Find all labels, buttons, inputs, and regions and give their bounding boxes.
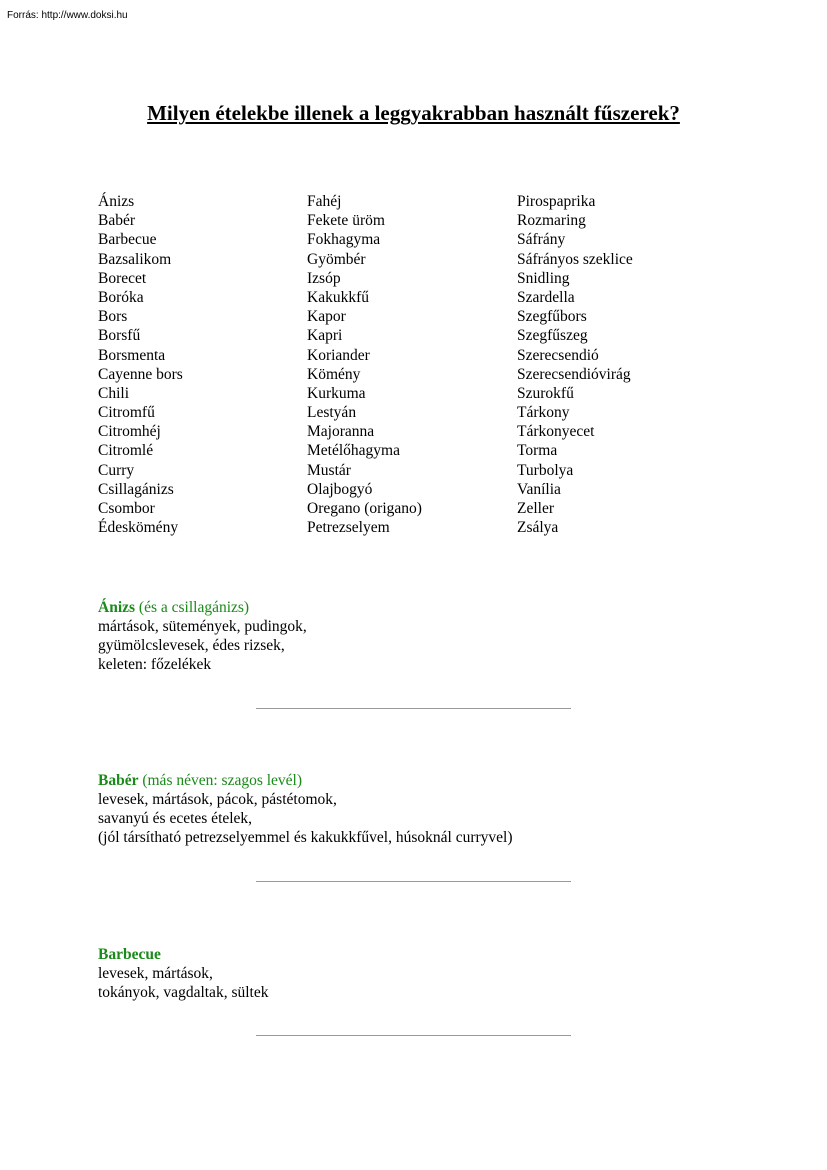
spice-list-item: Kapor <box>307 308 346 326</box>
spice-list-item: Citromfű <box>98 404 155 422</box>
entry-line: keleten: főzelékek <box>98 656 212 673</box>
spice-list-item: Zsálya <box>517 519 559 537</box>
spice-list-item: Mustár <box>307 461 351 479</box>
spice-list-item: Petrezselyem <box>307 519 390 537</box>
spice-list-item: Fokhagyma <box>307 231 381 249</box>
spice-list-item: Borsfű <box>98 327 141 345</box>
spice-list-item: Vanília <box>517 480 561 498</box>
source-caption: Forrás: http://www.doksi.hu <box>7 10 128 21</box>
spice-list-item: Chili <box>98 384 130 402</box>
spice-list-item: Ánizs <box>98 193 135 210</box>
spice-list-item: Édeskömény <box>98 519 179 537</box>
spice-list-item: Gyömbér <box>307 250 366 268</box>
spice-list-item: Borsmenta <box>98 346 166 364</box>
entry-note: (más néven: szagos levél) <box>142 772 303 789</box>
spice-list-column-3 <box>517 192 633 537</box>
spice-list-item: Sáfrány <box>517 231 566 249</box>
spice-list-item: Pirospaprika <box>517 193 596 210</box>
section-divider <box>256 881 571 882</box>
spice-entry-aniz <box>98 598 738 674</box>
entry-line: levesek, mártások, <box>98 965 213 982</box>
spice-list-item: Rozmaring <box>517 212 586 230</box>
spice-list-item: Kakukkfű <box>307 288 369 306</box>
spice-list-item: Borecet <box>98 269 147 287</box>
spice-list-item: Szegfűszeg <box>517 327 588 345</box>
spice-list-item: Barbecue <box>98 231 157 249</box>
spice-list-item: Oregano (origano) <box>307 500 422 517</box>
entry-line: savanyú és ecetes ételek, <box>98 810 253 827</box>
spice-list-item: Cayenne bors <box>98 365 183 383</box>
spice-list-item: Bazsalikom <box>98 250 172 268</box>
entry-line: gyümölcslevesek, édes rizsek, <box>98 637 285 654</box>
spice-list-item: Babér <box>98 212 136 230</box>
entry-line: levesek, mártások, pácok, pástétomok, <box>98 791 337 808</box>
spice-list-item: Szardella <box>517 288 575 306</box>
spice-list-item: Szurokfű <box>517 384 574 402</box>
page-title: Milyen ételekbe illenek a leggyakrabban használt fűszerek? <box>147 101 680 125</box>
entry-line: tokányok, vagdaltak, sültek <box>98 984 269 1001</box>
spice-list-column-1 <box>98 192 183 537</box>
spice-list-column-2 <box>307 192 422 537</box>
spice-list-item: Majoranna <box>307 423 375 441</box>
entry-heading <box>98 945 738 964</box>
spice-list-item: Turbolya <box>517 461 574 479</box>
spice-list-item: Izsóp <box>307 269 341 287</box>
spice-list-item: Olajbogyó <box>307 480 373 498</box>
spice-list-item: Kömény <box>307 365 361 383</box>
spice-list-item: Kapri <box>307 327 343 345</box>
spice-list-item: Szegfűbors <box>517 308 587 326</box>
spice-list-item: Szerecsendió <box>517 346 599 364</box>
entry-heading <box>98 598 738 617</box>
spice-list-item: Lestyán <box>307 404 357 422</box>
entry-line: (jól társítható petrezselyemmel és kakukkfűvel, húsoknál curryvel) <box>98 829 513 846</box>
spice-list-item: Szerecsendióvirág <box>517 365 631 383</box>
spice-list-item: Zeller <box>517 500 555 517</box>
spice-list-item: Citromlé <box>98 442 154 460</box>
spice-list-item: Citromhéj <box>98 423 161 441</box>
spice-entry-baber <box>98 771 738 847</box>
spice-list-item: Tárkony <box>517 404 570 422</box>
entry-line: mártások, sütemények, pudingok, <box>98 618 307 635</box>
spice-list-item: Kurkuma <box>307 384 366 402</box>
spice-list-item: Curry <box>98 461 135 479</box>
entry-name: Barbecue <box>98 946 161 963</box>
entry-heading <box>98 771 738 790</box>
spice-list-item: Sáfrányos szeklice <box>517 250 633 268</box>
entry-name: Babér <box>98 772 139 789</box>
spice-list-item: Csombor <box>98 500 155 517</box>
spice-list-item: Tárkonyecet <box>517 423 595 441</box>
spice-list-item: Boróka <box>98 288 144 306</box>
spice-list-item: Torma <box>517 442 558 460</box>
section-divider <box>256 1035 571 1036</box>
spice-entry-barbecue <box>98 945 738 1002</box>
entry-note: (és a csillagánizs) <box>138 599 250 616</box>
spice-list-item: Snidling <box>517 269 570 287</box>
spice-list-item: Csillagánizs <box>98 480 174 498</box>
section-divider <box>256 708 571 709</box>
spice-list-item: Fahéj <box>307 193 342 210</box>
entry-name: Ánizs <box>98 599 136 616</box>
spice-list-item: Fekete üröm <box>307 212 385 230</box>
spice-list-item: Bors <box>98 308 128 326</box>
spice-list-item: Koriander <box>307 346 370 364</box>
spice-list-item: Metélőhagyma <box>307 442 400 460</box>
